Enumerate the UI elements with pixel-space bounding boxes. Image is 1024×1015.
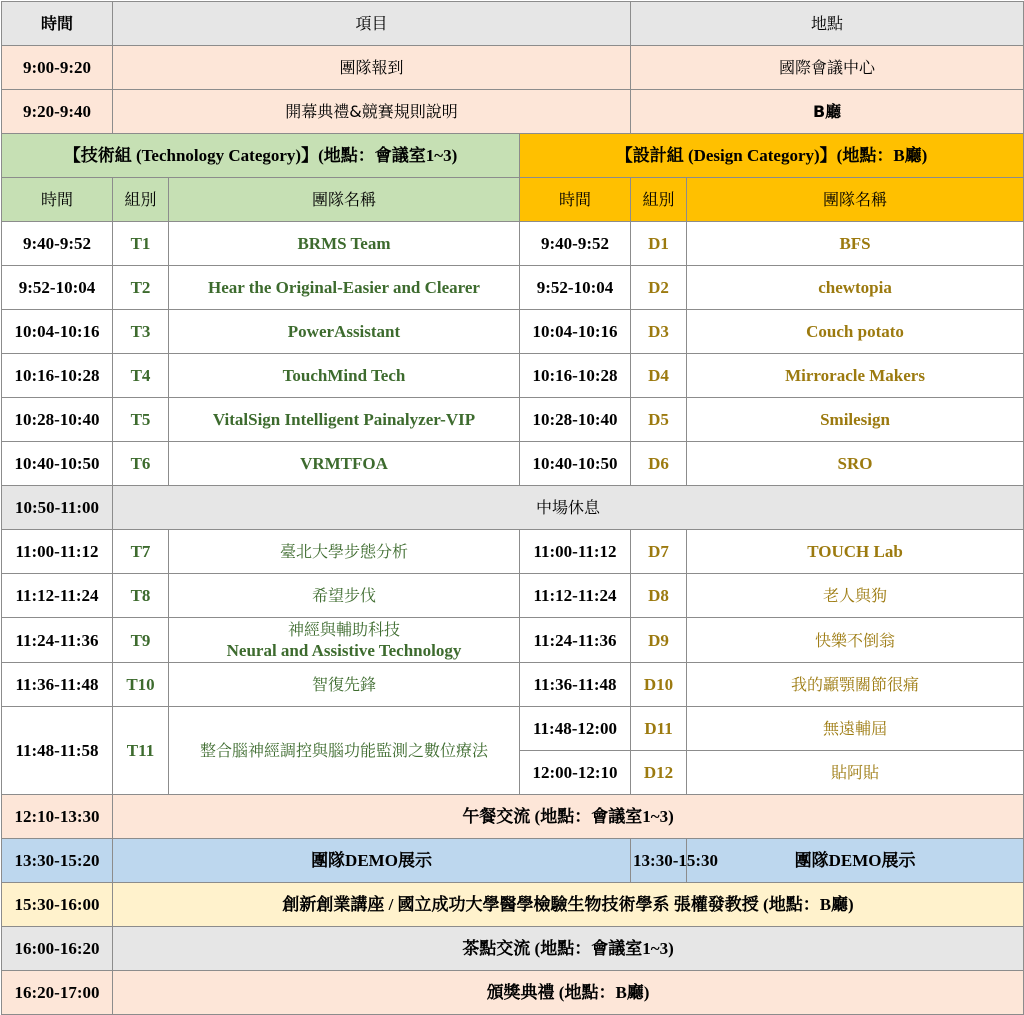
tech-time: 11:00-11:12 xyxy=(2,530,113,574)
design-team: Couch potato xyxy=(687,310,1024,354)
design-team: 我的顳顎關節很痛 xyxy=(687,663,1024,707)
lecture-row xyxy=(2,883,1024,927)
tech-time: 10:28-10:40 xyxy=(2,398,113,442)
session-row xyxy=(2,266,1024,310)
tea-label: 茶點交流 (地點：會議室1~3) xyxy=(113,927,1024,971)
tech-id: T6 xyxy=(113,442,169,486)
opening-place: 國際會議中心 xyxy=(631,46,1024,90)
tech-team: 臺北大學步態分析 xyxy=(169,530,520,574)
design-time: 10:40-10:50 xyxy=(520,442,631,486)
tech-team: 希望步伐 xyxy=(169,574,520,618)
tech-team: Hear the Original-Easier and Clearer xyxy=(169,266,520,310)
opening-row xyxy=(2,90,1024,134)
tech-time: 11:24-11:36 xyxy=(2,618,113,663)
design-time: 11:36-11:48 xyxy=(520,663,631,707)
design-time: 11:00-11:12 xyxy=(520,530,631,574)
design-team: Smilesign xyxy=(687,398,1024,442)
tech-time: 10:40-10:50 xyxy=(2,442,113,486)
tech-team-english: Neural and Assistive Technology xyxy=(226,641,462,660)
demo-design-label: 團隊DEMO展示 xyxy=(687,839,1024,883)
design-time: 11:48-12:00 xyxy=(520,707,631,751)
tech-time: 11:48-11:58 xyxy=(2,707,113,795)
tech-team: TouchMind Tech xyxy=(169,354,520,398)
tech-team-cell xyxy=(169,618,520,663)
schedule-table xyxy=(1,1,1024,1015)
header-place: 地點 xyxy=(631,2,1024,46)
lunch-row xyxy=(2,795,1024,839)
design-team: BFS xyxy=(687,222,1024,266)
design-id: D4 xyxy=(631,354,687,398)
design-id: D11 xyxy=(631,707,687,751)
design-team: SRO xyxy=(687,442,1024,486)
break-time: 10:50-11:00 xyxy=(2,486,113,530)
tech-time: 10:04-10:16 xyxy=(2,310,113,354)
session-row xyxy=(2,354,1024,398)
tech-time: 9:40-9:52 xyxy=(2,222,113,266)
tech-id: T9 xyxy=(113,618,169,663)
tech-id: T8 xyxy=(113,574,169,618)
demo-row xyxy=(2,839,1024,883)
design-id: D2 xyxy=(631,266,687,310)
header-item: 項目 xyxy=(113,2,631,46)
design-team: 貼阿貼 xyxy=(687,751,1024,795)
tech-subheader-team: 團隊名稱 xyxy=(169,178,520,222)
design-id: D10 xyxy=(631,663,687,707)
break-label: 中場休息 xyxy=(113,486,1024,530)
tech-time: 10:16-10:28 xyxy=(2,354,113,398)
session-row xyxy=(2,310,1024,354)
demo-tech-time: 13:30-15:20 xyxy=(2,839,113,883)
design-id: D7 xyxy=(631,530,687,574)
tech-team: VRMTFOA xyxy=(169,442,520,486)
design-id: D8 xyxy=(631,574,687,618)
awards-time: 16:20-17:00 xyxy=(2,971,113,1015)
tech-id: T10 xyxy=(113,663,169,707)
tech-category-title: 【技術組 (Technology Category)】(地點：會議室1~3) xyxy=(2,134,520,178)
design-id: D3 xyxy=(631,310,687,354)
tech-id: T7 xyxy=(113,530,169,574)
session-row xyxy=(2,530,1024,574)
awards-label: 頒獎典禮 (地點：B廳) xyxy=(113,971,1024,1015)
tea-row xyxy=(2,927,1024,971)
opening-time: 9:00-9:20 xyxy=(2,46,113,90)
lunch-time: 12:10-13:30 xyxy=(2,795,113,839)
header-row xyxy=(2,2,1024,46)
design-team: 無遠輔屆 xyxy=(687,707,1024,751)
design-subheader-time: 時間 xyxy=(520,178,631,222)
opening-item: 開幕典禮&競賽規則說明 xyxy=(113,90,631,134)
tech-id: T11 xyxy=(113,707,169,795)
design-time: 10:16-10:28 xyxy=(520,354,631,398)
design-team: Mirroracle Makers xyxy=(687,354,1024,398)
tech-id: T2 xyxy=(113,266,169,310)
tech-team: VitalSign Intelligent Painalyzer-VIP xyxy=(169,398,520,442)
design-team: 快樂不倒翁 xyxy=(687,618,1024,663)
design-time: 10:28-10:40 xyxy=(520,398,631,442)
header-time: 時間 xyxy=(2,2,113,46)
opening-place: B廳 xyxy=(631,90,1024,134)
tech-time: 11:36-11:48 xyxy=(2,663,113,707)
tech-time: 9:52-10:04 xyxy=(2,266,113,310)
session-row xyxy=(2,707,1024,751)
tech-subheader-time: 時間 xyxy=(2,178,113,222)
lecture-time: 15:30-16:00 xyxy=(2,883,113,927)
opening-item: 團隊報到 xyxy=(113,46,631,90)
break-row xyxy=(2,486,1024,530)
session-row xyxy=(2,663,1024,707)
design-id: D12 xyxy=(631,751,687,795)
design-subheader-group: 組別 xyxy=(631,178,687,222)
session-row xyxy=(2,618,1024,663)
design-subheader-team: 團隊名稱 xyxy=(687,178,1024,222)
tech-time: 11:12-11:24 xyxy=(2,574,113,618)
tech-team: 智復先鋒 xyxy=(169,663,520,707)
tech-team: BRMS Team xyxy=(169,222,520,266)
tea-time: 16:00-16:20 xyxy=(2,927,113,971)
tech-id: T4 xyxy=(113,354,169,398)
subheader-row xyxy=(2,178,1024,222)
tech-subheader-group: 組別 xyxy=(113,178,169,222)
lunch-label: 午餐交流 (地點：會議室1~3) xyxy=(113,795,1024,839)
session-row xyxy=(2,442,1024,486)
design-id: D6 xyxy=(631,442,687,486)
demo-tech-label: 團隊DEMO展示 xyxy=(113,839,631,883)
tech-id: T1 xyxy=(113,222,169,266)
design-time: 11:24-11:36 xyxy=(520,618,631,663)
design-team: chewtopia xyxy=(687,266,1024,310)
session-row xyxy=(2,222,1024,266)
awards-row xyxy=(2,971,1024,1015)
design-time: 12:00-12:10 xyxy=(520,751,631,795)
design-time: 9:52-10:04 xyxy=(520,266,631,310)
tech-team: 神經與輔助科技 xyxy=(287,620,400,639)
tech-id: T3 xyxy=(113,310,169,354)
lecture-label: 創新創業講座 / 國立成功大學醫學檢驗生物技術學系 張權發教授 (地點：B廳) xyxy=(113,883,1024,927)
session-row xyxy=(2,574,1024,618)
design-category-title: 【設計組 (Design Category)】(地點：B廳) xyxy=(520,134,1024,178)
session-row xyxy=(2,398,1024,442)
design-id: D1 xyxy=(631,222,687,266)
tech-team: 整合腦神經調控與腦功能監測之數位療法 xyxy=(169,707,520,795)
tech-team: PowerAssistant xyxy=(169,310,520,354)
design-team: TOUCH Lab xyxy=(687,530,1024,574)
design-id: D9 xyxy=(631,618,687,663)
design-id: D5 xyxy=(631,398,687,442)
design-time: 11:12-11:24 xyxy=(520,574,631,618)
category-row xyxy=(2,134,1024,178)
opening-time: 9:20-9:40 xyxy=(2,90,113,134)
tech-id: T5 xyxy=(113,398,169,442)
design-time: 9:40-9:52 xyxy=(520,222,631,266)
opening-row xyxy=(2,46,1024,90)
demo-design-time: 13:30-15:30 xyxy=(631,839,687,883)
design-time: 10:04-10:16 xyxy=(520,310,631,354)
design-team: 老人與狗 xyxy=(687,574,1024,618)
